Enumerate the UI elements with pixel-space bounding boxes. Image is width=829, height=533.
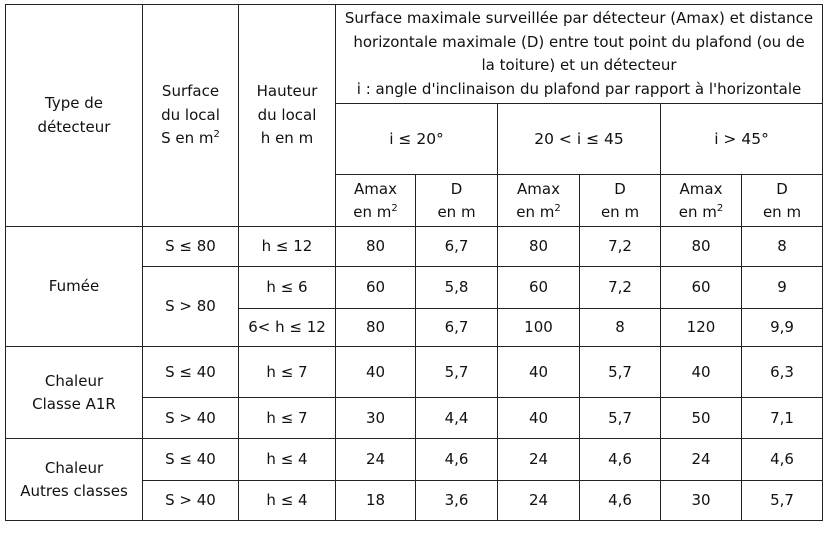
d-label: D: [614, 179, 626, 198]
angle-group-1: i ≤ 20°: [336, 104, 498, 175]
amax-label: Amax: [354, 179, 397, 198]
value-cell: 80: [498, 227, 580, 267]
header-surface-l3-wrap: [145, 127, 236, 151]
type-fumee: Fumée: [6, 227, 143, 347]
value-cell: 5,8: [416, 267, 498, 309]
angle-group-2: 20 < i ≤ 45: [498, 104, 661, 175]
surface-cell: S > 40: [143, 481, 239, 521]
value-cell: 5,7: [580, 347, 661, 398]
amax-sup: 2: [716, 202, 724, 214]
value-cell: 40: [498, 347, 580, 398]
value-cell: 3,6: [416, 481, 498, 521]
surface-cell: S ≤ 40: [143, 347, 239, 398]
surface-cell: S ≤ 40: [143, 439, 239, 481]
header-surface-l3: S en m: [161, 129, 214, 148]
amax-unit-wrap: [338, 201, 413, 224]
value-cell: 4,6: [742, 439, 823, 481]
hauteur-cell: h ≤ 7: [239, 398, 336, 439]
value-cell: 40: [661, 347, 742, 398]
table-row: [6, 227, 823, 267]
value-cell: 40: [336, 347, 416, 398]
amax-header-2: [498, 175, 580, 227]
d-header-2: [580, 175, 661, 227]
value-cell: 60: [336, 267, 416, 309]
hauteur-cell: h ≤ 7: [239, 347, 336, 398]
value-cell: 6,7: [416, 309, 498, 347]
header-hauteur-l3: h en m: [260, 129, 314, 148]
value-cell: 100: [498, 309, 580, 347]
table-row: [6, 347, 823, 398]
surface-cell: S > 80: [143, 267, 239, 347]
value-cell: 5,7: [416, 347, 498, 398]
amax-header-3: [661, 175, 742, 227]
value-cell: 8: [742, 227, 823, 267]
type-chaleur-autres-l2: Autres classes: [20, 481, 128, 500]
header-hauteur-l1: Hauteur: [256, 82, 318, 101]
value-cell: 50: [661, 398, 742, 439]
amax-header-1: [336, 175, 416, 227]
amax-unit: en m: [353, 202, 392, 221]
header-hauteur: [239, 5, 336, 227]
value-cell: 6,3: [742, 347, 823, 398]
amax-sup: 2: [391, 202, 398, 214]
value-cell: 9,9: [742, 309, 823, 347]
amax-unit-wrap: [500, 201, 577, 224]
value-cell: 80: [336, 309, 416, 347]
header-span-l2: horizontale maximale (D) entre tout point du plafond (ou de: [353, 32, 805, 51]
value-cell: 60: [498, 267, 580, 309]
value-cell: 120: [661, 309, 742, 347]
value-cell: 7,2: [580, 267, 661, 309]
value-cell: 18: [336, 481, 416, 521]
amax-sup: 2: [554, 202, 561, 214]
value-cell: 24: [498, 481, 580, 521]
angle-group-3: i > 45°: [661, 104, 823, 175]
d-label: D: [776, 179, 788, 198]
value-cell: 24: [336, 439, 416, 481]
amax-unit-wrap: [663, 201, 739, 224]
value-cell: 40: [498, 398, 580, 439]
surface-cell: S > 40: [143, 398, 239, 439]
hauteur-cell: h ≤ 6: [239, 267, 336, 309]
type-chaleur-a1r: [6, 347, 143, 439]
value-cell: 80: [336, 227, 416, 267]
d-unit: en m: [762, 202, 802, 221]
table-row: [6, 439, 823, 481]
d-header-3: [742, 175, 823, 227]
value-cell: 7,2: [580, 227, 661, 267]
detector-table: [5, 4, 823, 521]
header-type: [6, 5, 143, 227]
value-cell: 60: [661, 267, 742, 309]
amax-unit: en m: [678, 202, 717, 221]
value-cell: 9: [742, 267, 823, 309]
value-cell: 8: [580, 309, 661, 347]
amax-label: Amax: [517, 179, 560, 198]
header-type-label: Type de détecteur: [37, 94, 111, 136]
d-unit: en m: [437, 202, 476, 221]
value-cell: 7,1: [742, 398, 823, 439]
hauteur-cell: h ≤ 12: [239, 227, 336, 267]
type-chaleur-a1r-l2: Classe A1R: [32, 394, 116, 413]
d-header-1: [416, 175, 498, 227]
header-hauteur-l2: du local: [257, 105, 317, 124]
hauteur-cell: h ≤ 4: [239, 439, 336, 481]
header-surface-l1: Surface: [161, 82, 220, 101]
header-surface: [143, 5, 239, 227]
amax-unit: en m: [516, 202, 555, 221]
amax-label: Amax: [679, 179, 723, 198]
type-chaleur-autres: [6, 439, 143, 521]
header-span-l3: la toiture) et un détecteur: [481, 56, 677, 74]
value-cell: 4,6: [416, 439, 498, 481]
value-cell: 24: [661, 439, 742, 481]
value-cell: 5,7: [580, 398, 661, 439]
header-surface-l2: du local: [161, 105, 220, 124]
header-span: [336, 5, 823, 104]
value-cell: 4,6: [580, 481, 661, 521]
value-cell: 5,7: [742, 481, 823, 521]
type-chaleur-a1r-l1: Chaleur: [44, 371, 104, 390]
value-cell: 4,4: [416, 398, 498, 439]
surface-cell: S ≤ 80: [143, 227, 239, 267]
value-cell: 30: [661, 481, 742, 521]
hauteur-cell: 6< h ≤ 12: [239, 309, 336, 347]
header-surface-sup: 2: [213, 129, 220, 141]
d-label: D: [450, 179, 463, 198]
type-chaleur-autres-l1: Chaleur: [44, 458, 104, 477]
d-unit: en m: [600, 202, 640, 221]
header-span-l4: i : angle d'inclinaison du plafond par rapport à l'horizontale: [356, 79, 802, 98]
hauteur-cell: h ≤ 4: [239, 481, 336, 521]
value-cell: 24: [498, 439, 580, 481]
value-cell: 30: [336, 398, 416, 439]
value-cell: 80: [661, 227, 742, 267]
value-cell: 6,7: [416, 227, 498, 267]
header-span-l1: Surface maximale surveillée par détecteur (Amax) et distance: [344, 9, 814, 27]
value-cell: 4,6: [580, 439, 661, 481]
